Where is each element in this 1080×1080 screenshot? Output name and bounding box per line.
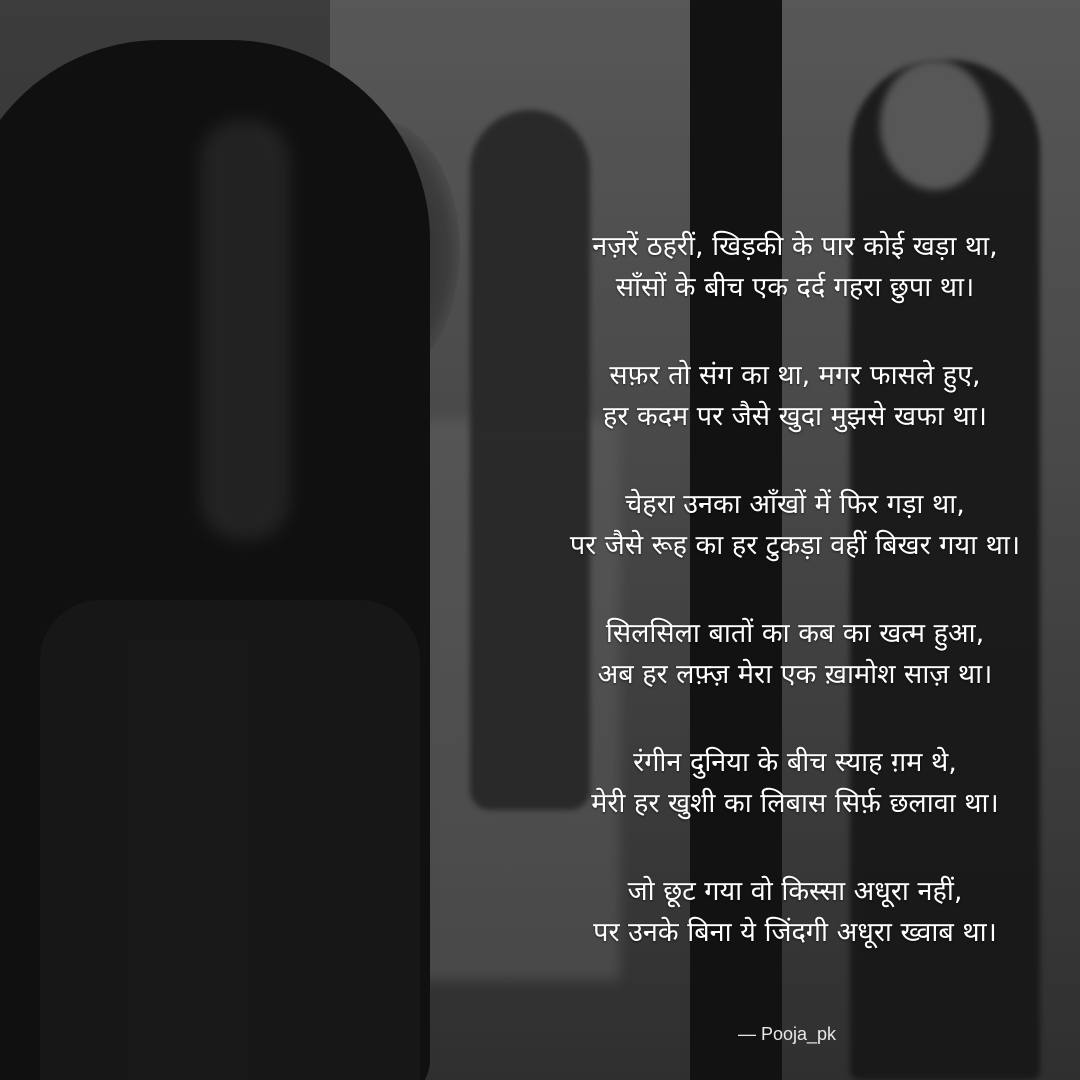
poem-line: जो छूट गया वो किस्सा अधूरा नहीं, xyxy=(627,876,963,907)
stanza xyxy=(510,484,1080,566)
poem-line: चेहरा उनका आँखों में फिर गड़ा था, xyxy=(625,489,965,520)
poem-line: नज़रें ठहरीं, खिड़की के पार कोई खड़ा था, xyxy=(592,231,998,262)
poem-line: रंगीन दुनिया के बीच स्याह ग़म थे, xyxy=(633,747,957,778)
poem-line: मेरी हर खुशी का लिबास सिर्फ़ छलावा था। xyxy=(591,788,999,819)
poem-line: अब हर लफ़्ज़ मेरा एक ख़ामोश साज़ था। xyxy=(597,659,993,690)
stanza xyxy=(510,613,1080,695)
poem-text xyxy=(510,226,1080,1000)
author-signature: — Pooja_pk xyxy=(738,1024,837,1044)
poem-line: सफ़र तो संग का था, मगर फासले हुए, xyxy=(609,360,981,391)
stanza xyxy=(510,226,1080,308)
poem-line: पर जैसे रूह का हर टुकड़ा वहीं बिखर गया था। xyxy=(569,530,1021,561)
poem-line: पर उनके बिना ये जिंदगी अधूरा ख्वाब था। xyxy=(593,917,997,948)
poem-line: हर कदम पर जैसे खुदा मुझसे खफा था। xyxy=(603,401,987,432)
poem-line: सिलसिला बातों का कब का खत्म हुआ, xyxy=(605,618,985,649)
stanza xyxy=(510,871,1080,953)
stanza xyxy=(510,355,1080,437)
poem-line: साँसों के बीच एक दर्द गहरा छुपा था। xyxy=(615,272,975,303)
stanza xyxy=(510,742,1080,824)
